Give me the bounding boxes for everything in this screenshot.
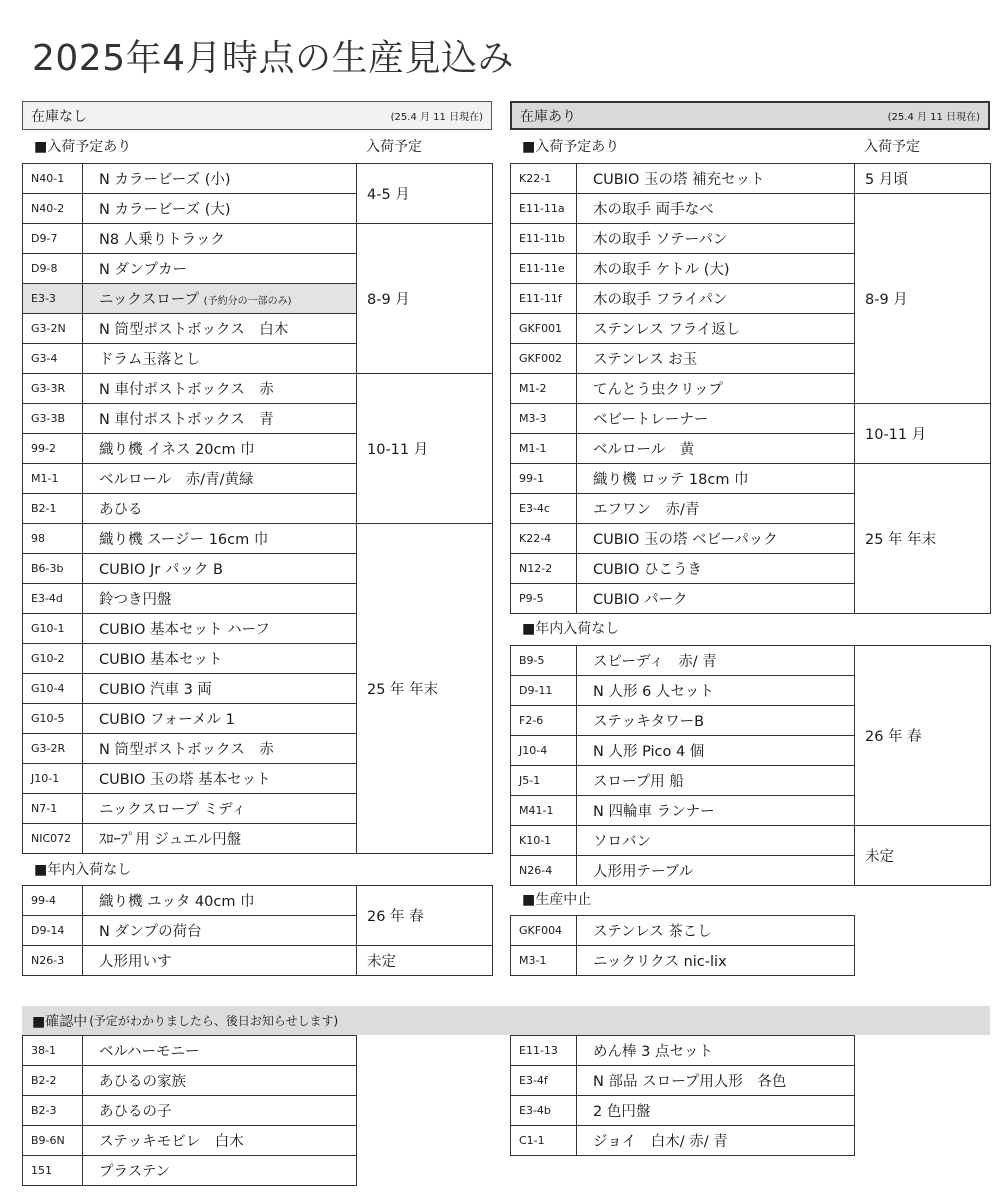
item-name: スピーディ 赤/ 青: [577, 646, 855, 676]
item-code: F2-6: [511, 706, 577, 736]
item-code: E3-4c: [511, 494, 577, 524]
item-code: N12-2: [511, 554, 577, 584]
item-name: N 四輪車 ランナー: [577, 796, 855, 826]
out-of-stock-header: [22, 101, 492, 130]
item-name: ベルロール 赤/青/黄緑: [83, 464, 357, 494]
item-name: 人形用いす: [83, 946, 357, 976]
item-name: あひるの子: [83, 1096, 357, 1126]
item-code: 99-2: [23, 434, 83, 464]
item-name: スロープ用 船: [577, 766, 855, 796]
in-stock-date: (25.4 月 11 日現在): [887, 112, 980, 123]
item-name: CUBIO 玉の塔 ベビーパック: [577, 524, 855, 554]
schedule-cell: 4-5 月: [357, 164, 493, 224]
item-code: B2-1: [23, 494, 83, 524]
right-discontinued-table: [510, 915, 855, 976]
item-code: K22-1: [511, 164, 577, 194]
left-none-label: ■年内入荷なし: [34, 862, 132, 878]
item-name: プラステン: [83, 1156, 357, 1186]
item-code: E3-3: [23, 284, 83, 314]
item-name: N 筒型ポストボックス 白木: [83, 314, 357, 344]
item-name: あひるの家族: [83, 1066, 357, 1096]
item-name: N ダンプの荷台: [83, 916, 357, 946]
item-code: GKF004: [511, 916, 577, 946]
item-code: G3-3B: [23, 404, 83, 434]
item-name: N ダンプカー: [83, 254, 357, 284]
item-code: B6-3b: [23, 554, 83, 584]
item-name: ベルロール 黄: [577, 434, 855, 464]
table-row: [23, 1066, 357, 1096]
table-row: [23, 1156, 357, 1186]
item-name: ステンレス フライ返し: [577, 314, 855, 344]
item-name: ドラム玉落とし: [83, 344, 357, 374]
item-code: B9-5: [511, 646, 577, 676]
item-name: CUBIO Jr パック B: [83, 554, 357, 584]
right-incoming-label: ■入荷予定あり: [522, 139, 620, 155]
item-name: ステッキモビレ 白木: [83, 1126, 357, 1156]
right-none-table: [510, 645, 991, 886]
table-row: [511, 946, 855, 976]
table-row: [511, 464, 991, 494]
item-name: 織り機 イネス 20cm 巾: [83, 434, 357, 464]
confirming-note: (予定がわかりましたら、後日お知らせします): [89, 1014, 339, 1028]
item-code: D9-11: [511, 676, 577, 706]
schedule-cell: 10-11 月: [357, 374, 493, 524]
left-incoming-table: [22, 163, 493, 854]
item-code: G10-4: [23, 674, 83, 704]
item-name: てんとう虫クリップ: [577, 374, 855, 404]
item-name: 織り機 ロッテ 18cm 巾: [577, 464, 855, 494]
item-code: D9-7: [23, 224, 83, 254]
item-name: 2 色円盤: [577, 1096, 855, 1126]
item-name: N 筒型ポストボックス 赤: [83, 734, 357, 764]
item-code: E3-4d: [23, 584, 83, 614]
table-row: [511, 1036, 855, 1066]
item-code: E11-11b: [511, 224, 577, 254]
table-row: [23, 224, 493, 254]
item-name: めん棒 3 点セット: [577, 1036, 855, 1066]
item-code: G10-5: [23, 704, 83, 734]
confirming-label: ■確認中: [32, 1013, 88, 1030]
item-name: N 車付ポストボックス 青: [83, 404, 357, 434]
item-code: M41-1: [511, 796, 577, 826]
item-name: ジョイ 白木/ 赤/ 青: [577, 1126, 855, 1156]
item-name: 織り機 スージー 16cm 巾: [83, 524, 357, 554]
schedule-cell: 26 年 春: [855, 646, 991, 826]
item-name: N カラービーズ (小): [83, 164, 357, 194]
item-name-highlighted: [83, 284, 357, 314]
table-row: [511, 1066, 855, 1096]
schedule-cell: 8-9 月: [357, 224, 493, 374]
table-row: [511, 404, 991, 434]
schedule-cell: 26 年 春: [357, 886, 493, 946]
item-code: K10-1: [511, 826, 577, 856]
item-code: GKF001: [511, 314, 577, 344]
item-name: 木の取手 両手なべ: [577, 194, 855, 224]
item-code: 151: [23, 1156, 83, 1186]
schedule-cell: 未定: [855, 826, 991, 886]
left-none-table: [22, 885, 493, 976]
table-row: [511, 1126, 855, 1156]
item-code: 99-4: [23, 886, 83, 916]
item-code: G10-1: [23, 614, 83, 644]
item-code: M1-2: [511, 374, 577, 404]
item-code: 99-1: [511, 464, 577, 494]
table-row: [511, 916, 855, 946]
schedule-cell: 5 月頃: [855, 164, 991, 194]
item-code: E3-4f: [511, 1066, 577, 1096]
in-stock-header: [510, 101, 990, 130]
item-name: ニックスロープ ミディ: [83, 794, 357, 824]
item-code: E11-11a: [511, 194, 577, 224]
right-none-label: ■年内入荷なし: [522, 621, 620, 637]
item-name: CUBIO 玉の塔 基本セット: [83, 764, 357, 794]
item-name: N 人形 Pico 4 個: [577, 736, 855, 766]
item-code: B2-3: [23, 1096, 83, 1126]
item-code: N40-1: [23, 164, 83, 194]
table-row: [23, 1126, 357, 1156]
item-code: GKF002: [511, 344, 577, 374]
item-name: 木の取手 フライパン: [577, 284, 855, 314]
item-code: J5-1: [511, 766, 577, 796]
item-code: 38-1: [23, 1036, 83, 1066]
table-row: [23, 1036, 357, 1066]
item-name: ステンレス 茶こし: [577, 916, 855, 946]
table-row: [23, 524, 493, 554]
table-row: [23, 164, 493, 194]
item-name: CUBIO フォーメル 1: [83, 704, 357, 734]
item-code: P9-5: [511, 584, 577, 614]
item-code: M3-1: [511, 946, 577, 976]
item-code: B2-2: [23, 1066, 83, 1096]
item-code: N26-4: [511, 856, 577, 886]
item-code: N7-1: [23, 794, 83, 824]
item-name: ステンレス お玉: [577, 344, 855, 374]
item-name: N 人形 6 人セット: [577, 676, 855, 706]
table-row: [511, 164, 991, 194]
item-code: K22-4: [511, 524, 577, 554]
item-name: ｽﾛｰﾌﾟ用 ジュエル円盤: [83, 824, 357, 854]
item-code: M3-3: [511, 404, 577, 434]
item-name: ステッキタワーB: [577, 706, 855, 736]
schedule-cell: 10-11 月: [855, 404, 991, 464]
item-code: E3-4b: [511, 1096, 577, 1126]
item-code: B9-6N: [23, 1126, 83, 1156]
confirm-right-table: [510, 1035, 855, 1156]
item-name: 織り機 ユッタ 40cm 巾: [83, 886, 357, 916]
item-name: ベビートレーナー: [577, 404, 855, 434]
item-code: G3-4: [23, 344, 83, 374]
item-name: CUBIO 基本セット ハーフ: [83, 614, 357, 644]
item-name: 木の取手 ソテーパン: [577, 224, 855, 254]
table-row: [23, 1096, 357, 1126]
item-code: M1-1: [23, 464, 83, 494]
item-name: エフワン 赤/青: [577, 494, 855, 524]
item-name: N 車付ポストボックス 赤: [83, 374, 357, 404]
schedule-cell: 8-9 月: [855, 194, 991, 404]
item-code: E11-13: [511, 1036, 577, 1066]
item-note: (予約分の一部のみ): [203, 296, 292, 307]
page-title: 2025年4月時点の生産見込み: [32, 38, 515, 79]
item-name: CUBIO 基本セット: [83, 644, 357, 674]
schedule-cell: 未定: [357, 946, 493, 976]
item-code: J10-1: [23, 764, 83, 794]
table-row: [23, 946, 493, 976]
out-of-stock-label: 在庫なし: [31, 108, 87, 125]
item-name: ソロバン: [577, 826, 855, 856]
item-code: E11-11f: [511, 284, 577, 314]
table-row: [23, 886, 493, 916]
right-schedule-col-label: 入荷予定: [864, 139, 920, 155]
in-stock-label: 在庫あり: [520, 108, 576, 125]
item-code: C1-1: [511, 1126, 577, 1156]
item-name: CUBIO 汽車 3 両: [83, 674, 357, 704]
table-row: [511, 826, 991, 856]
left-incoming-label: ■入荷予定あり: [34, 139, 132, 155]
item-name: CUBIO 玉の塔 補充セット: [577, 164, 855, 194]
item-name: N 部品 スロープ用人形 各色: [577, 1066, 855, 1096]
item-name: CUBIO ひこうき: [577, 554, 855, 584]
table-row: [511, 646, 991, 676]
confirming-banner: [22, 1006, 990, 1035]
item-name: ベルハーモニー: [83, 1036, 357, 1066]
item-code: J10-4: [511, 736, 577, 766]
item-code: D9-14: [23, 916, 83, 946]
schedule-cell: 25 年 年末: [855, 464, 991, 614]
item-name: 人形用テーブル: [577, 856, 855, 886]
item-name: あひる: [83, 494, 357, 524]
right-incoming-table: [510, 163, 991, 614]
item-code: G3-2N: [23, 314, 83, 344]
item-name: 木の取手 ケトル (大): [577, 254, 855, 284]
table-row: [23, 374, 493, 404]
item-code: N40-2: [23, 194, 83, 224]
item-name: N8 人乗りトラック: [83, 224, 357, 254]
confirm-left-table: [22, 1035, 357, 1186]
item-name: CUBIO パーク: [577, 584, 855, 614]
item-name: N カラービーズ (大): [83, 194, 357, 224]
out-of-stock-date: (25.4 月 11 日現在): [390, 112, 483, 123]
item-code: 98: [23, 524, 83, 554]
item-name: ニックリクス nic-lix: [577, 946, 855, 976]
item-code: G3-3R: [23, 374, 83, 404]
item-code: G10-2: [23, 644, 83, 674]
schedule-cell: 25 年 年末: [357, 524, 493, 854]
item-name: 鈴つき円盤: [83, 584, 357, 614]
item-code: N26-3: [23, 946, 83, 976]
table-row: [511, 194, 991, 224]
item-code: D9-8: [23, 254, 83, 284]
item-code: NIC072: [23, 824, 83, 854]
item-name-text: ニックスロープ: [99, 292, 200, 308]
item-code: M1-1: [511, 434, 577, 464]
table-row: [511, 1096, 855, 1126]
right-discontinued-label: ■生産中止: [522, 892, 592, 908]
left-schedule-col-label: 入荷予定: [366, 139, 422, 155]
item-code: G3-2R: [23, 734, 83, 764]
item-code: E11-11e: [511, 254, 577, 284]
